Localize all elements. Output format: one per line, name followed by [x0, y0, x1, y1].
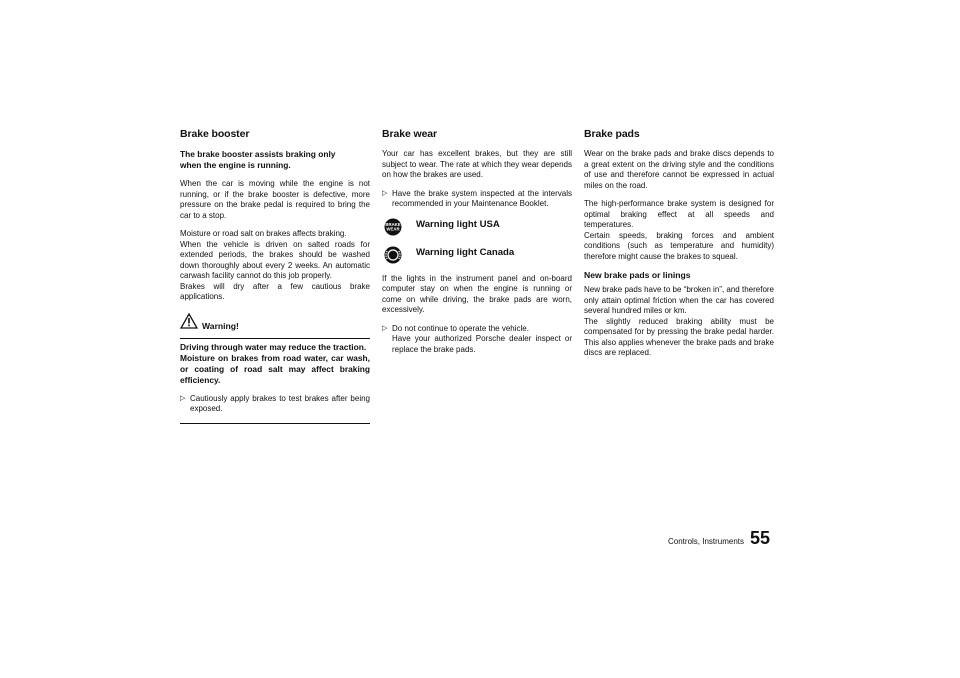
- bullet-arrow-icon: ▷: [180, 394, 186, 402]
- bullet-arrow-icon: ▷: [382, 324, 388, 332]
- bullet-do-not-operate: ▷ Do not continue to operate the vehicle. Have your authorized Porsche dealer inspect or replace the brake pads.: [382, 323, 572, 354]
- warning-divider-top: [180, 338, 370, 339]
- bullet-arrow-icon: ▷: [382, 189, 388, 197]
- warning-triangle-icon: [180, 313, 198, 334]
- paragraph-booster-defective: When the car is moving while the engine is not running, or if the brake booster is defective, more pressure on the brake pedal is required to bring the car to a stop.: [180, 179, 370, 220]
- warning-light-canada-label: Warning light Canada: [416, 247, 515, 258]
- svg-text:WEAR: WEAR: [386, 226, 400, 232]
- paragraph-lights-on: If the lights in the instrument panel and on-board computer stay on when the engine is running or come on while driving, the brake pads are worn, excessively.: [382, 273, 572, 314]
- warning-title: Warning!: [202, 321, 239, 331]
- column-brake-wear: [382, 128, 572, 363]
- intro-text: The brake booster assists braking only when the engine is running.: [180, 149, 336, 170]
- warning-text: Driving through water may reduce the traction. Moisture on brakes from road water, car wash, or coating of road salt may affect braking efficiency.: [180, 341, 370, 385]
- warning-divider-bottom: [180, 423, 370, 424]
- section-name: Controls, Instruments: [668, 537, 745, 546]
- brake-wear-lamp-icon: [384, 218, 402, 236]
- heading-brake-pads: Brake pads: [584, 128, 640, 140]
- page-number: 55: [750, 528, 771, 548]
- brake-pad-lamp-icon: [384, 246, 402, 264]
- paragraph-brake-wear: Your car has excellent brakes, but they are still subject to wear. The rate at which they wear depends on how the brakes are used.: [382, 149, 572, 179]
- column-brake-pads: [584, 128, 774, 367]
- bullet-inspect-brakes: ▷ Have the brake system inspected at the intervals recommended in your Maintenance Booklet.: [382, 188, 572, 208]
- paragraph-high-performance: The high-performance brake system is designed for optimal braking effect at all speeds and temperatures. Certain speeds, braking forces and ambient conditions (such as temperature and humidity) therefore might cause the brakes to squeal.: [584, 199, 774, 261]
- bullet-test-brakes: ▷ Cautiously apply brakes to test brakes after being exposed.: [180, 393, 370, 413]
- svg-text:BRAKE: BRAKE: [385, 221, 401, 227]
- warning-light-canada: [384, 246, 572, 264]
- subheading-new-pads: New brake pads or linings: [584, 270, 691, 280]
- column-brake-booster: [180, 128, 370, 427]
- paragraph-moisture: Moisture or road salt on brakes affects braking. When the vehicle is driven on salted roads for extended periods, the brakes should be washed down thoroughly about every 2 weeks. An automatic carwash facility cannot do this job properly. Brakes will dry after a few cautious brake applications.: [180, 229, 370, 301]
- paragraph-new-pads: New brake pads have to be “broken in”, and therefore only attain optimal friction when the car has covered several hundred miles or km. The slightly reduced braking ability must be compensated for by pressing the brake pedal harder. This also applies whenever the brake pads and brake discs are replaced.: [584, 285, 774, 357]
- page-footer: [668, 528, 770, 549]
- paragraph-pad-wear: Wear on the brake pads and brake discs depends to a great extent on the driving style and the conditions of use and therefore cannot be expressed in actual miles on the road.: [584, 149, 774, 190]
- warning-light-usa-label: Warning light USA: [416, 219, 500, 230]
- warning-header: [180, 313, 370, 334]
- warning-light-usa: [384, 218, 572, 236]
- heading-brake-wear: Brake wear: [382, 128, 438, 140]
- heading-brake-booster: Brake booster: [180, 128, 250, 140]
